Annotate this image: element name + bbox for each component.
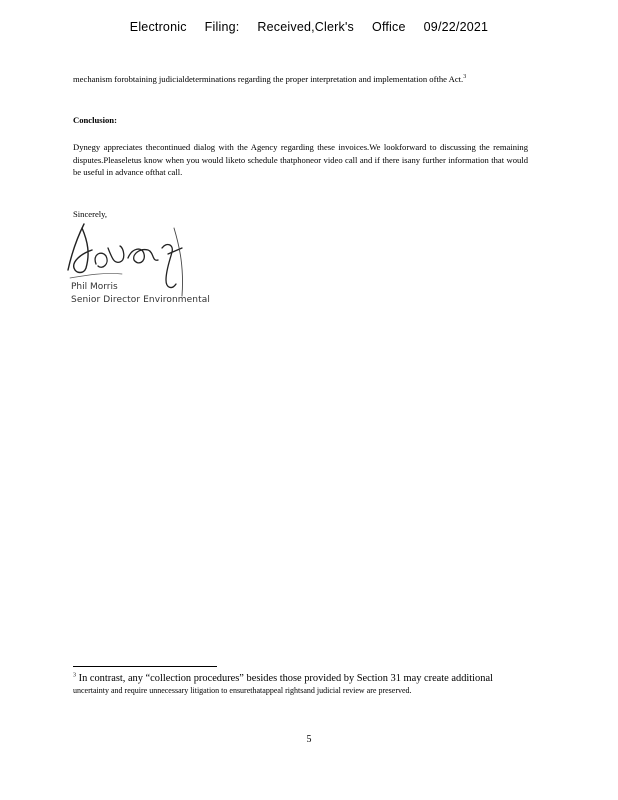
paragraph-conclusion: Dynegy appreciates thecontinued dialog with the Agency regarding these invoices.We lookforward to discussing the remaining disputes.Pleaseletus know when you would liketo schedule thatphoneor video call and if there isany further information that would be useful in advance ofthat call.: [73, 142, 528, 177]
header-received-clerks: Received,Clerk's: [257, 20, 355, 34]
page-number: 5: [306, 734, 312, 745]
header-date: 09/22/2021: [423, 20, 489, 34]
signer-name: Phil Morris: [71, 282, 118, 292]
footnote-marker: 3: [73, 672, 76, 679]
signer-title: Senior Director Environmental: [71, 295, 210, 305]
conclusion-heading: Conclusion:: [73, 115, 117, 125]
footnote-continuation: uncertainty and require unnecessary litigation to ensurethatappeal rightsand judicial review are preserved.: [73, 686, 412, 695]
footnote-reference: 3: [463, 74, 467, 81]
footnote-first-line: [73, 672, 539, 685]
header-filing: Filing:: [204, 20, 240, 34]
closing-sincerely: Sincerely,: [73, 209, 108, 219]
filing-header: [0, 20, 618, 34]
footnote: [73, 672, 539, 696]
paragraph-mechanism-text: mechanism forobtaining judicialdeterminations regarding the proper interpretation and implementation ofthe Act.: [73, 74, 464, 84]
footnote-first-line-text: In contrast, any “collection procedures” besides those provided by Section 31 may create additional: [78, 673, 493, 684]
paragraph-mechanism: [73, 73, 528, 86]
header-electronic: Electronic: [129, 20, 187, 34]
header-office: Office: [372, 20, 406, 34]
footnote-separator: [73, 666, 217, 667]
